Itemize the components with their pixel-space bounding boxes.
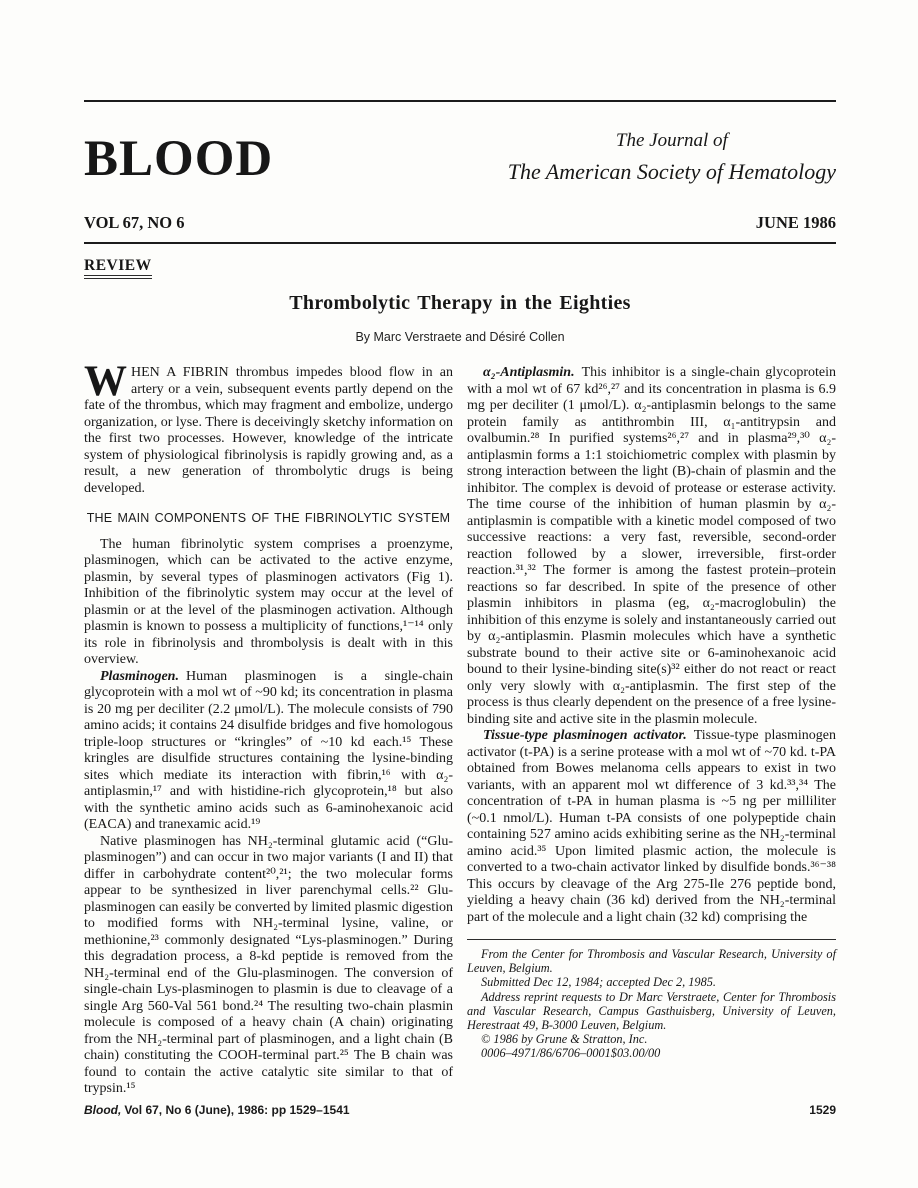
byline: By Marc Verstraete and Désiré Collen: [355, 330, 565, 344]
page-footer: [84, 1103, 836, 1117]
masthead: [84, 110, 836, 185]
page-number: 1529: [809, 1103, 836, 1117]
two-column-body: [84, 358, 836, 1098]
footnote-rule: [467, 939, 836, 940]
author-footnote: [467, 939, 836, 1061]
review-label-text: REVIEW: [84, 257, 152, 279]
footnote-line-issn: 0006–4971/86/6706–0001$03.00/00: [481, 1046, 661, 1061]
article-title: Thrombolytic Therapy in the Eighties: [289, 292, 631, 314]
paragraph-fibrinolytic-system: The human fibrinolytic system comprises a proenzyme, plasminogen, which can be activated to the active enzyme, plasmin, by several types of plasminogen activators (Fig 1). Inhibition of the fibrinolytic system may occur at the level of plasmin or at the level of the plasminogen activation. Although plasmin is known to possess a multiplicity of functions,¹⁻¹⁴ only its role in fibrinolysis and thrombolysis is dealt with in this overview.: [84, 536, 453, 667]
mid-rule: [84, 242, 836, 244]
issue-date: JUNE 1986: [755, 213, 836, 232]
drop-cap: W: [84, 358, 127, 405]
footnote-line-reprints: Address reprint requests to Dr Marc Verstraete, Center for Thrombosis and Vascular Research, Campus Gasthuisberg, University of Leuven, Herestraat 49, B-3000 Leuven, Belgium.: [467, 989, 836, 1033]
paragraph-lead-plasminogen: Plasminogen.: [100, 668, 179, 684]
footnote-line-affiliation: From the Center for Thrombosis and Vascular Research, University of Leuven, Belgium.: [467, 947, 836, 976]
journal-subtitle: [508, 130, 836, 185]
paragraph-native-plasminogen: Native plasminogen has NH₂-terminal glutamic acid (“Glu-plasminogen”) and can occur in two major variants (I and II) that differ in carbohydrate content²⁰,²¹; the two molecular forms appear to be synthesized in liver parenchymal cells.²² Glu-plasminogen can easily be converted by limited plasmic digestion to modified forms with NH₂-terminal lysine, valine, or methionine,²³ commonly designated “Lys-plasminogen.” During this degradation process, a 8-kd peptide is removed from the NH₂-terminal end of the Glu-plasminogen. The conversion of single-chain Lys-plasminogen to plasmin is due to cleavage of a single Arg 560-Val 561 bond.²⁴ The resulting two-chain plasmin molecule is composed of a heavy chain (A chain) originating from the NH₂-terminal part of plasminogen, and a light chain (B chain) constituting the COOH-terminal part.²⁵ The B chain was found to contain the active catalytic site similar to that of trypsin.¹⁵: [84, 833, 453, 1096]
paragraph-tpa: [467, 728, 836, 926]
paragraph-antiplasmin-text: This inhibitor is a single-chain glycoprotein with a mol wt of 67 kd²⁶,²⁷ and its concentration in plasma is 6.9 mg per deciliter (1 μmol/L). α₂-antiplasmin belongs to the same protein family as antithrombin III, α₁-antitrypsin and ovalbumin.²⁸ In purified systems²⁶,²⁷ and in plasma²⁹,³⁰ α₂-antiplasmin forms a 1:1 stoichiometric complex with plasmin by strong interaction between the light (B)-chain of plasmin and the inhibitor. The complex is devoid of protease or esterase activity. The time course of the inhibition of human plasmin by α₂-antiplasmin is compatible with a kinetic model composed of two successive reactions: a very fast, reversible, second-order reaction followed by a slower, irreversible, first-order reaction.³¹,³² The former is among the fastest protein–protein reactions so far described. In spite of the presence of other plasmin inhibitors in plasma (eg, α₂-macroglobulin) the inhibition of this enzyme is solely and instantaneously carried out by α₂-antiplasmin. Plasmin molecules which have a synthetic substrate bound to their active site or 6-aminohexanoic acid bound to their lysine-binding site(s)³² either do not react or react only very slowly with α₂-antiplasmin. The first step of the process is thus clearly dependent on the presence of a free lysine-binding site and active site in the plasmin molecule.: [467, 365, 836, 727]
paragraph-plasminogen-text: Human plasminogen is a single-chain glycoprotein with a mol wt of ~90 kd; its concentration in plasma is 20 mg per deciliter (2.2 μmol/L). The molecule consists of 790 amino acids; it contains 24 disulfide bridges and five homologous triple-loop structures or “kringles” of ~10 kd each.¹⁵ These kringles are disulfide structures containing the lysine-binding sites which mediate its interaction with fibrin,¹⁶ with α₂-antiplasmin,¹⁷ and with histidine-rich glycoprotein,¹⁸ but also with the synthetic amino acids such as 6-aminohexanoic acid (EACA) and tranexamic acid.¹⁹: [84, 668, 453, 832]
paragraph-plasminogen: [84, 669, 453, 834]
review-section-label: [84, 257, 836, 275]
journal-name: BLOOD: [84, 131, 274, 187]
left-column: [84, 358, 453, 1098]
footer-citation-journal: Blood,: [84, 1103, 122, 1117]
opening-paragraph-text: HEN A FIBRIN thrombus impedes blood flow in an artery or a vein, subsequent events partly depend on the fate of the thrombus, which may fragment and embolize, undergo organization, or lyse. There is deceivingly sketchy information on the first two processes. However, knowledge of the intricate system of physiological fibrinolysis is rapidly growing and, as a result, a new generation of thrombolytic drugs is being developed.: [84, 365, 453, 496]
footer-citation: [84, 1103, 350, 1117]
volume-label: VOL 67, NO 6: [84, 213, 185, 232]
opening-paragraph: [84, 358, 453, 497]
paragraph-tpa-text: Tissue-type plasminogen activator (t-PA) is a serine protease with a mol wt of ~70 kd. t-PA obtained from Bowes melanoma cells appears to exist in two variants, with an apparent mol wt difference of 3 kd.³³,³⁴ The concentration of t-PA in human plasma is ~5 ng per milliliter (~0.1 nmol/L). Human t-PA consists of one polypeptide chain containing 527 amino acids exhibiting serine as the NH₂-terminal amino acid.³⁵ Upon limited plasmic action, the molecule is converted to a two-chain activator linked by disulfide bonds.³⁶⁻³⁸ This occurs by cleavage of the Arg 275-Ile 276 peptide bond, yielding a heavy chain (36 kd) derived from the NH₂-terminal part of the molecule and a light chain (32 kd) comprising the: [467, 728, 836, 925]
footnote-line-submitted: Submitted Dec 12, 1984; accepted Dec 2, 1985.: [481, 975, 716, 990]
paragraph-lead-antiplasmin: α₂-Antiplasmin.: [483, 365, 575, 380]
footnote-line-copyright: © 1986 by Grune & Stratton, Inc.: [481, 1032, 648, 1047]
top-rule: [84, 100, 836, 102]
paragraph-antiplasmin: [467, 365, 836, 728]
footer-citation-details: Vol 67, No 6 (June), 1986: pp 1529–1541: [124, 1103, 350, 1117]
subtitle-line-1: The Journal of: [615, 130, 728, 151]
subtitle-line-2: The American Society of Hematology: [507, 159, 836, 184]
paragraph-lead-tpa: Tissue-type plasminogen activator.: [483, 728, 687, 743]
section-heading-fibrinolytic-system: THE MAIN COMPONENTS OF THE FIBRINOLYTIC SYSTEM: [86, 511, 451, 525]
right-column: [467, 365, 836, 1098]
volume-row: [84, 213, 836, 233]
